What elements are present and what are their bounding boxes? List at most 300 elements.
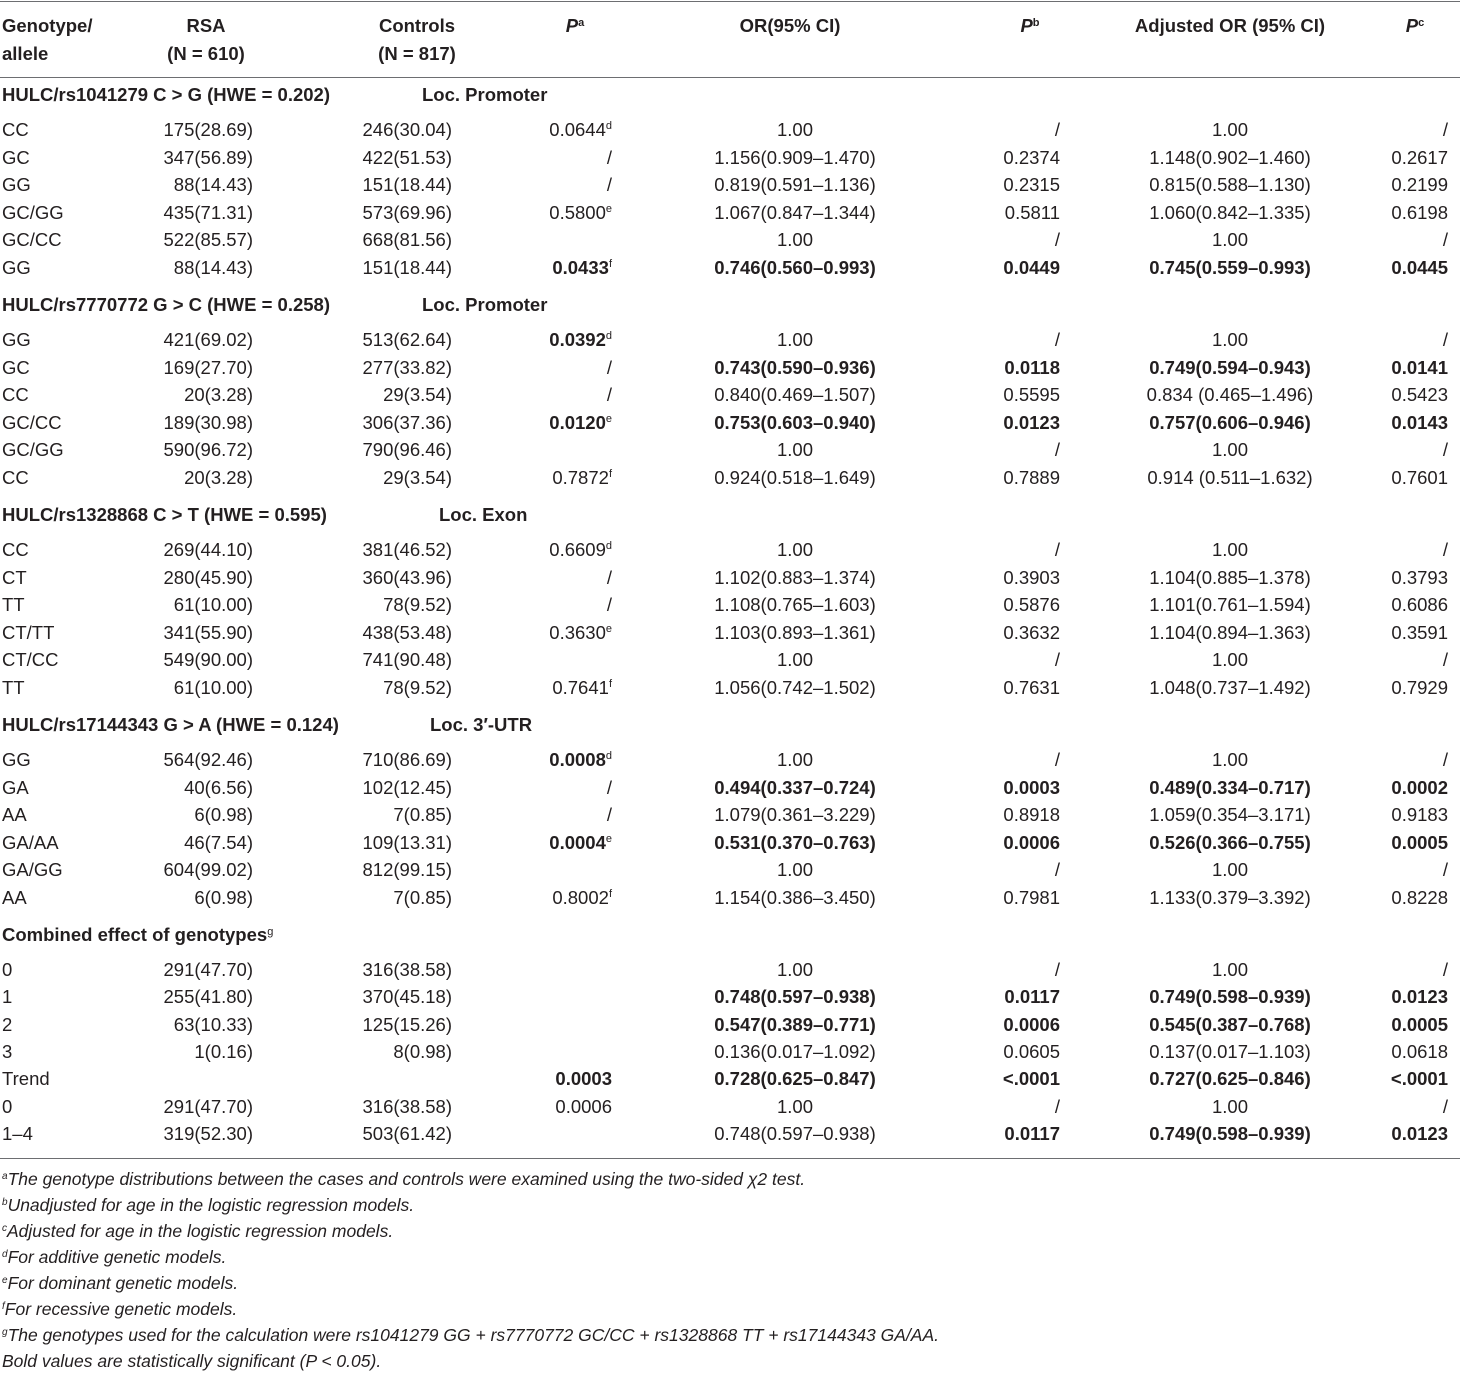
genotype-cell [2, 326, 31, 353]
or-cell-text: 0.924(0.518–1.649) [714, 466, 876, 488]
p-a-cell [549, 619, 612, 646]
rsa-cell-text: 1(0.16) [194, 1040, 253, 1062]
genotype-cell [2, 354, 30, 381]
table-row [0, 1120, 1460, 1147]
controls-cell [363, 199, 452, 226]
or-cell-text: 0.136(0.017–1.092) [714, 1040, 876, 1062]
rsa-cell [184, 774, 253, 801]
rsa-cell-text: 63(10.33) [173, 1013, 253, 1035]
adjusted-or-cell [1120, 381, 1340, 408]
genotype-cell [2, 199, 64, 226]
p-c-cell-text: 0.0123 [1391, 1122, 1448, 1144]
or-cell [690, 564, 900, 591]
genotype-cell [2, 1038, 12, 1065]
or-cell [690, 254, 900, 281]
p-b-cell [1055, 326, 1060, 353]
or-cell-text: 0.748(0.597–0.938) [714, 986, 876, 1008]
genotype-cell [2, 884, 27, 911]
genotype-cell [2, 464, 29, 491]
p-a-cell [607, 564, 612, 591]
adjusted-or-cell-text: 0.745(0.559–0.993) [1149, 256, 1311, 278]
rsa-cell [164, 354, 253, 381]
controls-cell-text: 381(46.52) [362, 539, 452, 560]
footnote [2, 1192, 414, 1218]
controls-cell-text: 812(99.15) [362, 859, 452, 880]
controls-cell-text: 306(37.36) [362, 411, 452, 433]
footnote-text: The genotype distributions between the cases and controls were examined using the two-sided χ2 test. [7, 1169, 806, 1189]
footnote [2, 1348, 381, 1374]
genotype-cell-text: CC [2, 539, 29, 560]
p-b-cell-text: / [1054, 649, 1060, 670]
or-cell-text: 1.154(0.386–3.450) [714, 886, 876, 908]
controls-cell-text: 741(90.48) [362, 649, 452, 670]
p-b-cell [1005, 199, 1060, 226]
adjusted-or-cell [1120, 326, 1340, 353]
genotype-cell [2, 409, 62, 436]
p-c-cell-text: 0.3591 [1391, 621, 1448, 643]
table-row [0, 956, 1460, 983]
p-b-cell [1055, 646, 1060, 673]
controls-cell [363, 116, 452, 143]
or-cell [690, 436, 900, 463]
p-a-cell [552, 464, 612, 491]
controls-cell-text: 277(33.82) [362, 356, 452, 378]
adjusted-or-cell [1120, 591, 1340, 618]
genotype-cell-text: 1–4 [2, 1122, 33, 1144]
or-cell [690, 1093, 900, 1120]
rsa-cell-text: 20(3.28) [184, 466, 253, 488]
p-c-cell [1391, 774, 1448, 801]
controls-cell-text: 370(45.18) [362, 986, 452, 1008]
p-a-cell-text: / [606, 566, 612, 588]
p-b-cell-text: 0.7631 [1003, 676, 1060, 698]
p-b-cell [1003, 171, 1060, 198]
rsa-cell [184, 829, 253, 856]
adjusted-or-cell-text: 1.00 [1211, 959, 1248, 980]
adjusted-or-cell [1120, 856, 1340, 883]
adjusted-or-cell-text: 1.00 [1211, 439, 1248, 460]
p-a-cell-text: 0.0004 [549, 831, 606, 853]
rsa-cell-text: 435(71.31) [163, 201, 253, 223]
controls-cell [363, 746, 452, 773]
footnote-text: Unadjusted for age in the logistic regression models. [7, 1195, 415, 1215]
p-a-cell-text: 0.0433 [552, 256, 609, 278]
adjusted-or-cell [1120, 884, 1340, 911]
controls-cell [363, 646, 452, 673]
genotype-cell [2, 226, 62, 253]
table-row [0, 254, 1460, 281]
footnote-marker: e [605, 622, 612, 635]
p-b-cell-text: 0.8918 [1003, 804, 1060, 825]
header-controls [364, 12, 470, 68]
adjusted-or-cell [1120, 774, 1340, 801]
genotype-cell [2, 956, 12, 983]
p-b-cell-text: 0.3632 [1003, 621, 1060, 643]
adjusted-or-cell [1120, 354, 1340, 381]
footnote-marker: d [605, 540, 612, 552]
p-b-cell [1003, 774, 1060, 801]
or-cell [690, 171, 900, 198]
p-b-cell-text: 0.0123 [1003, 411, 1060, 433]
table-row [0, 144, 1460, 171]
or-cell [690, 199, 900, 226]
genotype-cell-text: 3 [2, 1040, 13, 1062]
section-location: Loc. Promoter [422, 84, 548, 105]
table-row [0, 884, 1460, 911]
adjusted-or-cell-text: 1.048(0.737–1.492) [1149, 676, 1311, 698]
header-rsa [160, 12, 252, 68]
p-a-cell [552, 254, 612, 281]
adjusted-or-cell [1120, 226, 1340, 253]
rsa-cell-text: 88(14.43) [173, 256, 253, 278]
genotype-cell-text: 2 [2, 1013, 13, 1035]
p-a-cell [607, 591, 612, 618]
or-cell-text: 1.00 [776, 859, 813, 880]
footnote-marker: d [605, 330, 612, 342]
controls-cell [393, 801, 452, 828]
genotype-cell-text: TT [2, 594, 25, 615]
rsa-cell [174, 254, 253, 281]
genotype-cell [2, 591, 25, 618]
rsa-cell-text: 341(55.90) [163, 621, 253, 643]
table-row [0, 199, 1460, 226]
rsa-cell-text: 169(27.70) [163, 356, 253, 378]
controls-cell-text: 7(0.85) [393, 886, 452, 908]
rsa-cell-text: 421(69.02) [163, 329, 253, 350]
adjusted-or-cell [1120, 801, 1340, 828]
p-c-cell [1391, 1038, 1448, 1065]
p-b-cell [1003, 464, 1060, 491]
p-a-cell-text: / [606, 804, 612, 825]
p-c-cell [1391, 1011, 1448, 1038]
or-cell-text: 0.748(0.597–0.938) [714, 1122, 876, 1144]
adjusted-or-cell [1120, 956, 1340, 983]
genotype-cell-text: 1 [2, 986, 13, 1008]
p-c-cell-text: 0.2617 [1391, 146, 1448, 168]
controls-cell [363, 956, 452, 983]
table-row [0, 1065, 1460, 1092]
footnote [2, 1166, 805, 1192]
p-a-cell-text: / [606, 594, 612, 615]
header-p-a-letter: P [565, 15, 579, 36]
rsa-cell [164, 1093, 253, 1120]
controls-cell [363, 983, 452, 1010]
adjusted-or-cell-text: 0.914 (0.511–1.632) [1147, 466, 1313, 488]
adjusted-or-cell-text: 1.104(0.894–1.363) [1149, 621, 1311, 643]
footnote-text: For recessive genetic models. [4, 1299, 238, 1319]
table-row [0, 326, 1460, 353]
controls-cell-text: 151(18.44) [362, 256, 452, 278]
p-b-cell [1004, 983, 1060, 1010]
controls-cell [363, 326, 452, 353]
rsa-cell [184, 381, 253, 408]
or-cell [690, 381, 900, 408]
footnote-text: For dominant genetic models. [7, 1273, 239, 1293]
adjusted-or-cell [1120, 464, 1340, 491]
p-c-cell-text: 0.0618 [1391, 1040, 1448, 1062]
genotype-cell [2, 746, 31, 773]
genotype-cell [2, 436, 64, 463]
adjusted-or-cell-text: 1.059(0.354–3.171) [1149, 804, 1311, 825]
footnote-marker: d [605, 120, 612, 132]
or-cell-text: 0.494(0.337–0.724) [714, 776, 876, 798]
p-b-cell [1003, 564, 1060, 591]
p-a-cell [549, 199, 612, 226]
p-c-cell-text: 0.6198 [1391, 201, 1448, 223]
p-a-cell-text: 0.5800 [549, 201, 606, 223]
adjusted-or-cell [1120, 199, 1340, 226]
or-cell [690, 674, 900, 701]
or-cell-text: 1.00 [776, 119, 813, 140]
section-title-sup: g [267, 926, 274, 938]
p-c-cell-text: 0.7929 [1391, 676, 1448, 698]
p-a-cell [555, 1065, 612, 1092]
adjusted-or-cell [1120, 171, 1340, 198]
genotype-cell-text: GC/CC [2, 411, 62, 433]
footnote-marker: f [608, 677, 612, 690]
or-cell [690, 801, 900, 828]
header-rsa-line2: (N = 610) [167, 43, 245, 64]
controls-cell-text: 360(43.96) [362, 566, 452, 588]
or-cell-text: 0.728(0.625–0.847) [714, 1068, 876, 1090]
rsa-cell [164, 646, 253, 673]
adjusted-or-cell [1120, 1038, 1340, 1065]
section-location: Loc. 3′-UTR [430, 714, 533, 735]
adjusted-or-cell [1120, 144, 1340, 171]
p-b-cell-text: 0.0117 [1004, 986, 1060, 1008]
table-row [0, 171, 1460, 198]
p-a-cell-text: 0.0644 [549, 119, 606, 140]
p-b-cell [1003, 1011, 1060, 1038]
genotype-cell-text: GG [2, 256, 31, 278]
p-b-cell [1003, 884, 1060, 911]
section-title: HULC/rs1328868 C > T (HWE = 0.595) [2, 504, 327, 525]
p-c-cell [1443, 116, 1448, 143]
header-p-c-letter: P [1405, 15, 1419, 36]
controls-cell [383, 464, 452, 491]
p-b-cell [1003, 254, 1060, 281]
or-cell [690, 884, 900, 911]
p-c-cell [1443, 1093, 1448, 1120]
genotype-cell-text: 0 [2, 1095, 13, 1117]
p-c-cell-text: 0.3793 [1391, 566, 1448, 588]
p-a-cell [549, 116, 612, 143]
adjusted-or-cell-text: 1.00 [1211, 1095, 1248, 1117]
p-c-cell [1391, 564, 1448, 591]
p-a-cell [549, 829, 612, 856]
genotype-cell [2, 774, 29, 801]
p-b-cell-text: 0.0003 [1003, 776, 1060, 798]
table-row [0, 746, 1460, 773]
genotype-cell-text: TT [2, 676, 25, 698]
rsa-cell [164, 116, 253, 143]
p-c-cell [1391, 199, 1448, 226]
or-cell-text: 1.067(0.847–1.344) [714, 201, 876, 223]
p-c-cell-text: / [1442, 329, 1448, 350]
table-row [0, 829, 1460, 856]
adjusted-or-cell-text: 1.00 [1211, 229, 1248, 250]
or-cell-text: 1.00 [776, 1095, 813, 1117]
p-a-cell-text: / [606, 776, 612, 798]
p-c-cell-text: / [1442, 119, 1448, 140]
adjusted-or-cell-text: 0.834 (0.465–1.496) [1146, 384, 1314, 405]
genotype-cell-text: GA/GG [2, 859, 63, 880]
controls-cell [383, 674, 452, 701]
genotype-cell [2, 1093, 12, 1120]
p-b-cell-text: / [1054, 439, 1060, 460]
rsa-cell-text: 347(56.89) [163, 146, 253, 168]
or-cell [690, 746, 900, 773]
header-or: OR(95% CI) [739, 15, 841, 36]
p-b-cell [1055, 436, 1060, 463]
rsa-cell [194, 884, 253, 911]
p-c-cell [1391, 171, 1448, 198]
controls-cell-text: 246(30.04) [362, 119, 452, 140]
p-b-cell-text: / [1054, 749, 1060, 770]
header-adjusted-or: Adjusted OR (95% CI) [1134, 15, 1326, 36]
or-cell [690, 774, 900, 801]
p-c-cell-text: 0.0005 [1391, 1013, 1448, 1035]
rsa-cell [174, 1011, 253, 1038]
rsa-cell-text: 604(99.02) [163, 859, 253, 880]
or-cell [690, 1011, 900, 1038]
p-c-cell-text: 0.5423 [1391, 384, 1448, 405]
footnote [2, 1244, 226, 1270]
p-b-cell-text: 0.7981 [1003, 886, 1060, 908]
table-row [0, 464, 1460, 491]
or-cell-text: 1.056(0.742–1.502) [714, 676, 876, 698]
adjusted-or-cell [1120, 1093, 1340, 1120]
rsa-cell [194, 801, 253, 828]
p-b-cell [1004, 354, 1060, 381]
rsa-cell-text: 280(45.90) [163, 566, 253, 588]
adjusted-or-cell [1120, 646, 1340, 673]
p-b-cell-text: / [1054, 229, 1060, 250]
header-p-b [1000, 12, 1060, 40]
genotype-cell-text: GC/GG [2, 201, 64, 223]
p-c-cell-text: 0.6086 [1391, 594, 1448, 615]
p-c-cell [1391, 884, 1448, 911]
footnote-marker: d [605, 750, 612, 762]
bottom-rule [0, 1158, 1460, 1159]
p-b-cell-text: 0.2374 [1003, 146, 1060, 168]
controls-cell-text: 7(0.85) [393, 804, 452, 825]
genotype-cell [2, 1120, 33, 1147]
genotype-cell [2, 801, 27, 828]
adjusted-or-cell [1120, 1120, 1340, 1147]
section-location: Loc. Exon [439, 504, 528, 525]
adjusted-or-cell-text: 1.00 [1211, 329, 1248, 350]
rsa-cell-text: 590(96.72) [163, 439, 253, 460]
header-p-c [1385, 12, 1445, 40]
rsa-cell [164, 199, 253, 226]
p-b-cell-text: 0.0006 [1003, 831, 1060, 853]
rsa-cell-text: 88(14.43) [173, 174, 253, 195]
or-cell [690, 226, 900, 253]
rsa-cell [194, 1038, 253, 1065]
p-b-cell-text: 0.7889 [1003, 466, 1060, 488]
p-c-cell [1443, 746, 1448, 773]
genotype-cell-text: CT [2, 566, 27, 588]
genotype-cell [2, 1065, 50, 1092]
table-row [0, 774, 1460, 801]
or-cell [690, 464, 900, 491]
p-c-cell [1391, 619, 1448, 646]
p-b-cell-text: 0.5876 [1003, 594, 1060, 615]
rsa-cell [164, 226, 253, 253]
p-a-cell-text: 0.0392 [549, 329, 606, 350]
genotype-cell-text: GA/AA [2, 831, 59, 853]
p-c-cell [1391, 354, 1448, 381]
adjusted-or-cell [1120, 436, 1340, 463]
p-a-cell-text: / [606, 146, 612, 168]
table-row [0, 856, 1460, 883]
or-cell-text: 1.00 [776, 749, 813, 770]
rsa-cell [164, 409, 253, 436]
controls-cell [363, 436, 452, 463]
header-rule [0, 77, 1460, 78]
p-b-cell [1055, 746, 1060, 773]
table-row [0, 381, 1460, 408]
p-c-cell [1391, 381, 1448, 408]
p-c-cell [1443, 436, 1448, 463]
p-b-cell [1003, 801, 1060, 828]
rsa-cell [164, 856, 253, 883]
footnote-text: For additive genetic models. [7, 1247, 227, 1267]
controls-cell-text: 109(13.31) [362, 831, 452, 853]
or-cell-text: 0.743(0.590–0.936) [714, 356, 876, 378]
controls-cell [363, 536, 452, 563]
p-c-cell [1391, 144, 1448, 171]
or-cell-text: 1.00 [776, 229, 813, 250]
rsa-cell-text: 564(92.46) [163, 749, 253, 770]
p-a-cell-text: / [606, 384, 612, 405]
table-row [0, 354, 1460, 381]
adjusted-or-cell [1120, 1011, 1340, 1038]
or-cell-text: 1.108(0.765–1.603) [714, 594, 876, 615]
controls-cell-text: 790(96.46) [362, 439, 452, 460]
adjusted-or-cell-text: 0.545(0.387–0.768) [1149, 1013, 1311, 1035]
controls-cell [383, 591, 452, 618]
p-c-cell-text: / [1442, 859, 1448, 880]
p-b-cell [1003, 1065, 1060, 1092]
or-cell [690, 354, 900, 381]
p-b-cell [1055, 1093, 1060, 1120]
p-b-cell [1003, 674, 1060, 701]
rsa-cell-text: 20(3.28) [184, 384, 253, 405]
adjusted-or-cell-text: 1.00 [1211, 539, 1248, 560]
or-cell-text: 1.156(0.909–1.470) [714, 146, 876, 168]
footnote-mark: b [2, 1197, 8, 1208]
or-cell [690, 591, 900, 618]
rsa-cell [174, 171, 253, 198]
footnote-marker: e [605, 412, 612, 425]
controls-cell-text: 422(51.53) [362, 146, 452, 168]
controls-cell-text: 125(15.26) [362, 1013, 452, 1035]
controls-cell [363, 171, 452, 198]
header-rsa-line1: RSA [186, 15, 226, 36]
table-row [0, 1093, 1460, 1120]
footnote [2, 1322, 939, 1348]
p-b-cell-text: / [1054, 1095, 1060, 1117]
adjusted-or-cell [1120, 1065, 1340, 1092]
or-cell-text: 1.103(0.893–1.361) [714, 621, 876, 643]
header-p-a [545, 12, 605, 40]
controls-cell [363, 856, 452, 883]
or-cell-text: 1.00 [776, 539, 813, 560]
genotype-cell [2, 171, 31, 198]
genotype-cell [2, 856, 63, 883]
